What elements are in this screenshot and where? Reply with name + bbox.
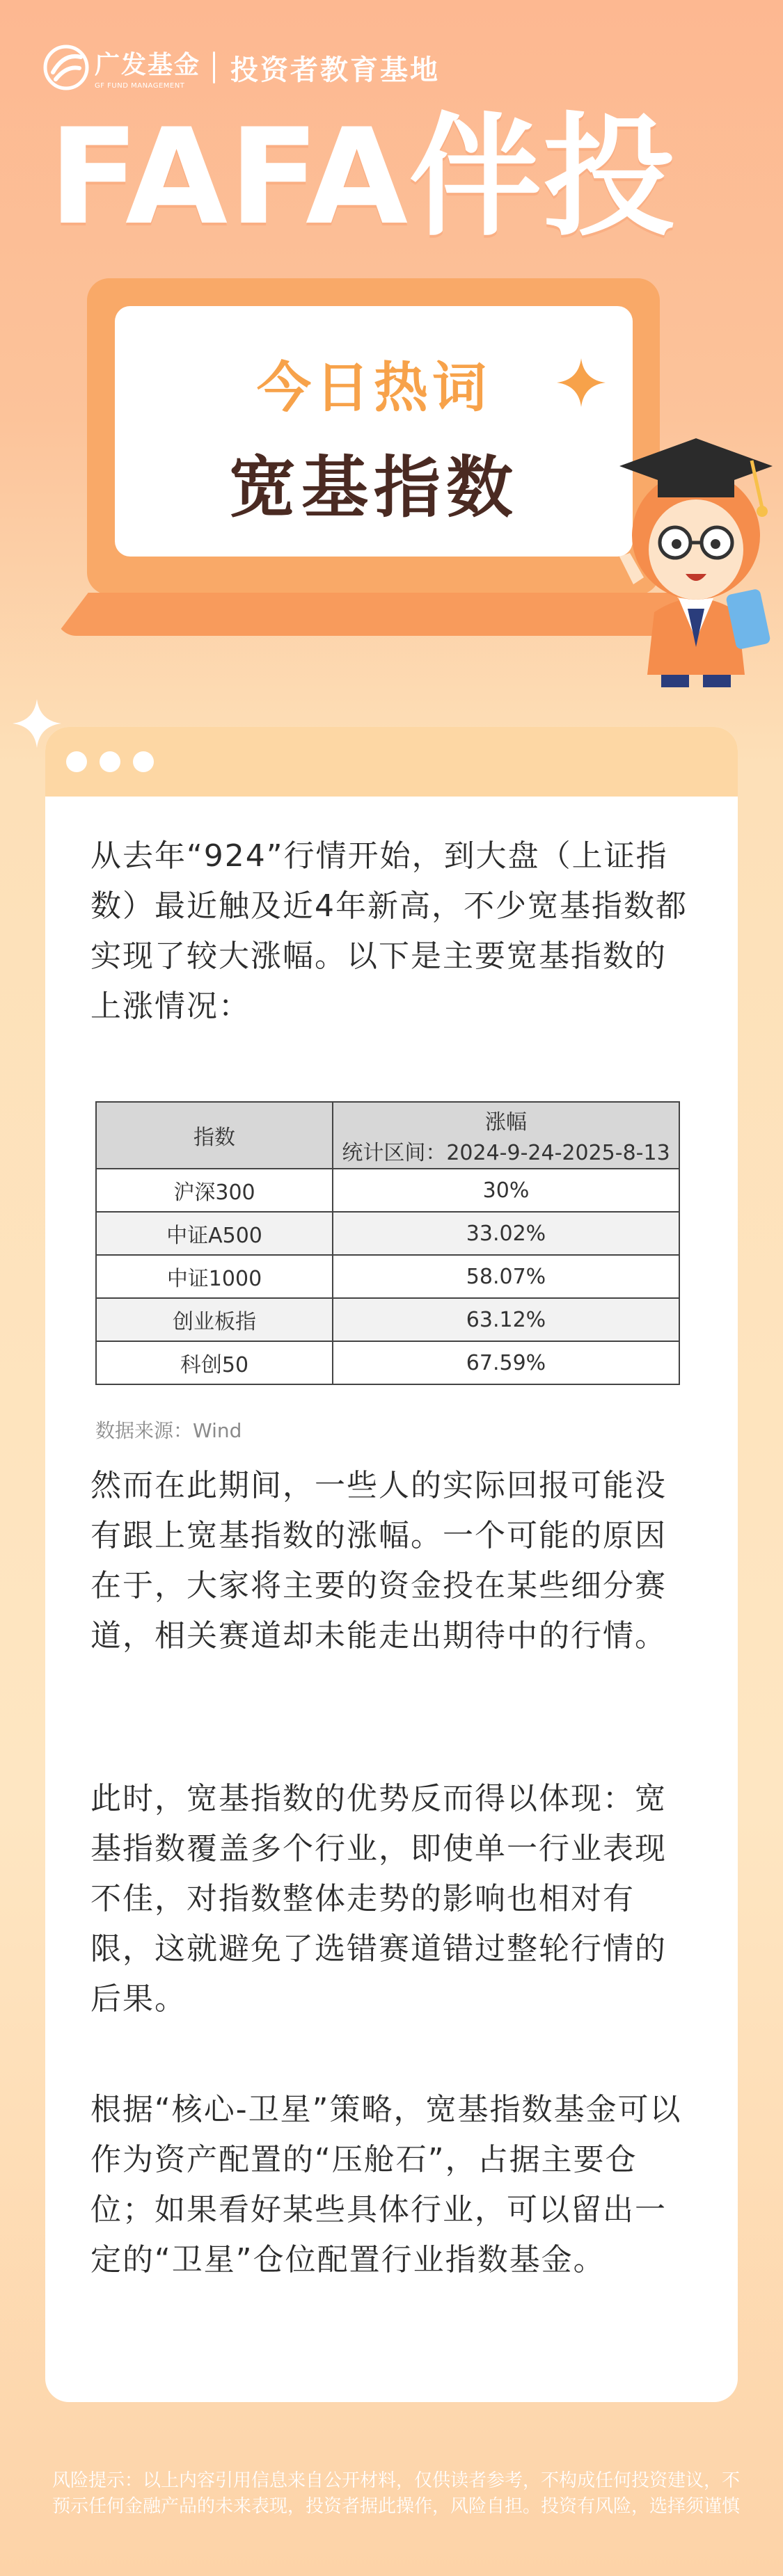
laptop-base xyxy=(56,593,706,636)
mascot-graduate-icon xyxy=(612,410,780,689)
window-dot xyxy=(100,751,120,772)
index-name: 中证A500 xyxy=(96,1212,333,1255)
page-title: FAFA伴投 xyxy=(49,100,677,254)
col-header-index: 指数 xyxy=(96,1102,333,1169)
index-change: 63.12% xyxy=(333,1298,679,1341)
index-name: 中证1000 xyxy=(96,1255,333,1298)
brand-name-block xyxy=(89,45,200,90)
table-row xyxy=(96,1341,679,1384)
sparkle-icon xyxy=(557,358,606,407)
data-source: 数据来源：Wind xyxy=(95,1419,242,1442)
table-header-row xyxy=(96,1102,679,1169)
section-name: 投资者教育基地 xyxy=(230,54,441,86)
table-row xyxy=(96,1298,679,1341)
paragraph-3: 此时，宽基指数的优势反而得以体现：宽基指数覆盖多个行业，即使单一行业表现不佳，对指数整体走势的影响也相对有限，这就避免了选错赛道错过整轮行情的后果。 xyxy=(90,1781,667,2017)
index-change: 30% xyxy=(333,1169,679,1212)
table-row xyxy=(96,1169,679,1212)
intro-paragraph: 从去年“924”行情开始，到大盘（上证指数）最近触及近4年新高，不少宽基指数都实现了较大涨幅。以下是主要宽基指数的上涨情况： xyxy=(90,838,688,1024)
index-change: 58.07% xyxy=(333,1255,679,1298)
brand-name-cn: 广发基金 xyxy=(95,51,201,79)
paragraph-4: 根据“核心-卫星”策略，宽基指数基金可以作为资产配置的“压舱石”，占据主要仓位；如果看好某些具体行业，可以留出一定的“卫星”仓位配置行业指数基金。 xyxy=(90,2092,682,2278)
table-row xyxy=(96,1255,679,1298)
index-name: 沪深300 xyxy=(96,1169,333,1212)
window-dot xyxy=(66,751,87,772)
brand-header xyxy=(43,43,440,92)
index-change: 67.59% xyxy=(333,1341,679,1384)
brand-name-en: GF FUND MANAGEMENT xyxy=(95,82,185,90)
col-header-change xyxy=(333,1102,679,1169)
gf-logo-icon xyxy=(43,45,89,90)
table-row xyxy=(96,1212,679,1255)
paragraph-2: 然而在此期间，一些人的实际回报可能没有跟上宽基指数的涨幅。一个可能的原因在于，大家将主要的资金投在某些细分赛道，相关赛道却未能走出期待中的行情。 xyxy=(90,1468,667,1654)
index-name: 创业板指 xyxy=(96,1298,333,1341)
index-change: 33.02% xyxy=(333,1212,679,1255)
index-name: 科创50 xyxy=(96,1341,333,1384)
header-divider xyxy=(213,51,215,83)
risk-disclaimer: 风险提示：以上内容引用信息来自公开材料，仅供读者参考，不构成任何投资建议，不预示任何金融产品的未来表现，投资者据此操作，风险自担。投资有风险，选择须谨慎 xyxy=(52,2470,741,2517)
col-header-change-title: 涨幅 xyxy=(485,1110,527,1135)
index-gain-table xyxy=(95,1101,680,1385)
hot-word: 宽基指数 xyxy=(229,449,519,527)
window-dot xyxy=(133,751,154,772)
col-header-change-range: 统计区间：2024-9-24-2025-8-13 xyxy=(342,1141,670,1165)
hot-label: 今日热词 xyxy=(256,357,491,419)
